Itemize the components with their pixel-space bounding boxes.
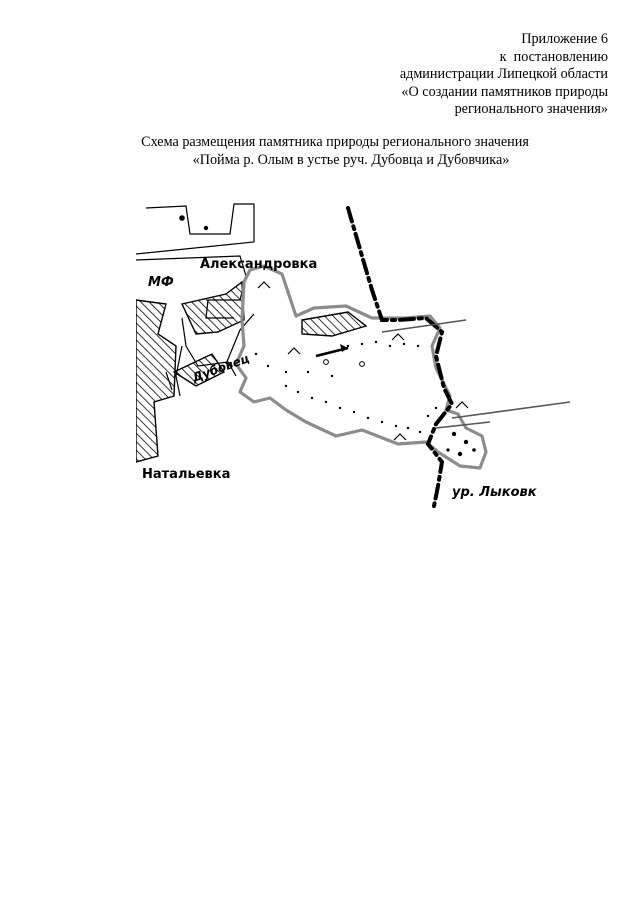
appendix-header <box>400 31 608 119</box>
scheme-title-line-2: «Пойма р. Олым в устье руч. Дубовца и Дубовчика» <box>192 151 510 168</box>
appendix-number: Приложение 6 <box>521 31 608 47</box>
scheme-title <box>0 134 640 169</box>
appendix-authority: администрации Липецкой области <box>399 66 608 83</box>
floodplain-dots <box>255 341 437 433</box>
appendix-resolution-title: «О создании памятников природы <box>401 83 608 100</box>
location-map <box>136 196 570 514</box>
location-map-svg <box>136 196 570 514</box>
roads <box>382 320 570 428</box>
map-labels <box>142 257 538 500</box>
appendix-resolution-title-end: регионального значения» <box>454 101 608 118</box>
village-label-north: Александровка <box>200 257 318 272</box>
tract-label: ур. Лыковк <box>452 485 537 500</box>
appendix-ref: к постановлению <box>499 48 608 65</box>
district-boundary <box>348 208 452 506</box>
monument-boundary <box>236 266 486 468</box>
scheme-title-line-1: Схема размещения памятника природы регионального значения <box>141 134 529 150</box>
village-label-south: Натальевка <box>142 467 231 482</box>
mf-label: МФ <box>148 275 174 290</box>
stream-label: Дубовец <box>190 351 252 385</box>
tract-spots <box>446 432 475 456</box>
